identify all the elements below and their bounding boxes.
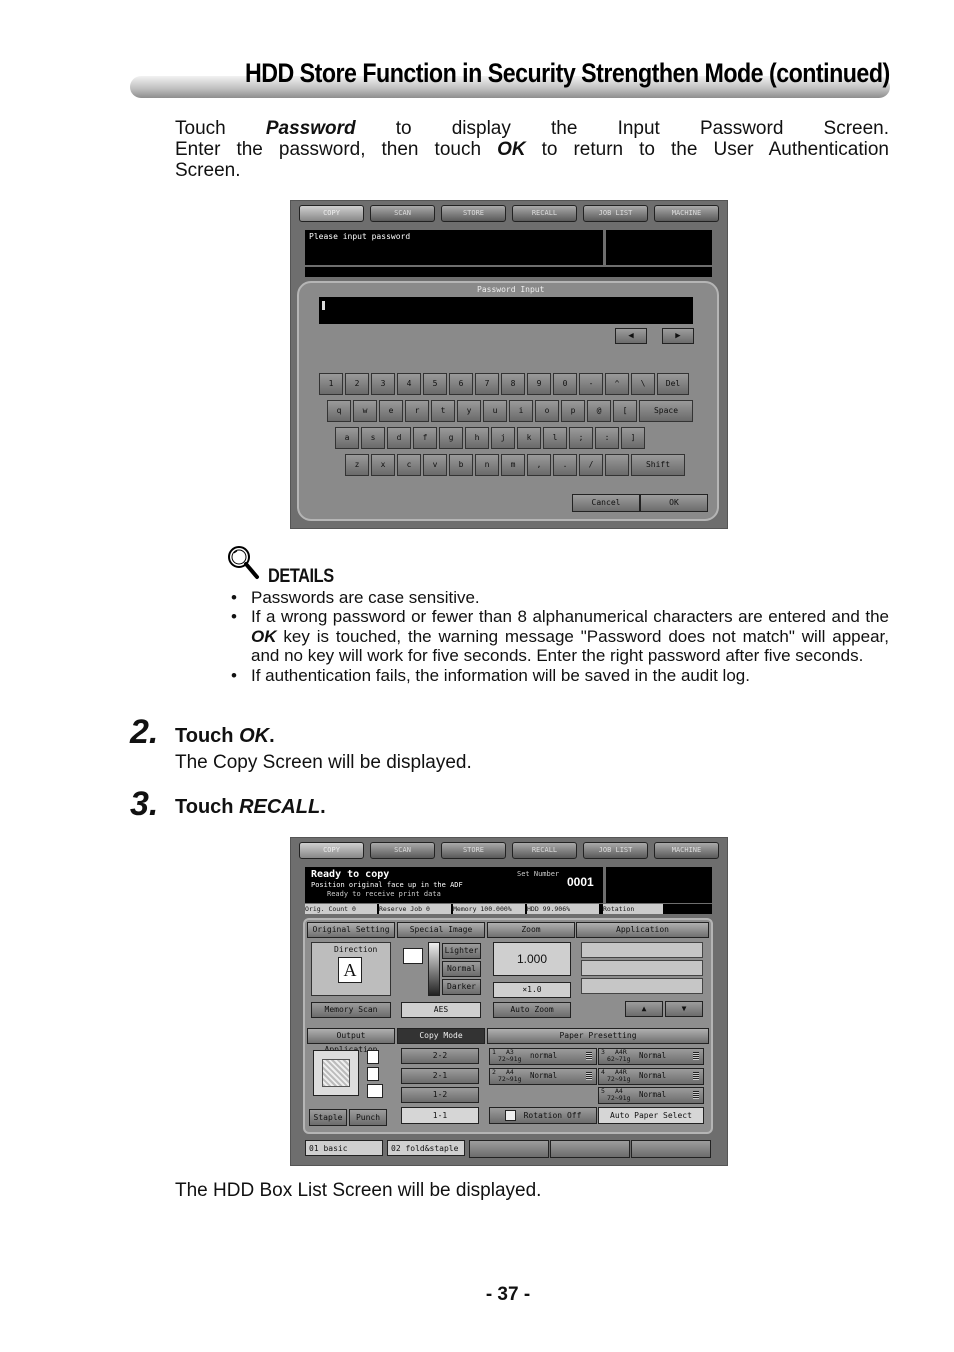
direction-glyph: A — [338, 957, 362, 983]
zoom-x1-button[interactable]: ×1.0 — [493, 982, 571, 998]
cancel-button[interactable]: Cancel — [572, 494, 640, 512]
key-;[interactable]: ; — [569, 427, 593, 449]
booklet-icon — [367, 1084, 383, 1098]
program-slot-5[interactable] — [631, 1140, 711, 1158]
key-space[interactable]: Space — [639, 400, 693, 422]
tray-size: A4R — [615, 1068, 627, 1076]
tray-level-icon — [693, 1072, 699, 1080]
tray-level-icon — [693, 1052, 699, 1060]
key-][interactable]: ] — [621, 427, 645, 449]
key-:[interactable]: : — [595, 427, 619, 449]
copy-main-panel — [303, 918, 713, 1134]
tray-paper-type: Normal — [639, 1051, 667, 1060]
orig-count: Orig. Count 0 — [305, 904, 377, 914]
key-3[interactable]: 3 — [371, 373, 395, 395]
key-1[interactable]: 1 — [319, 373, 343, 395]
rotation-icon — [505, 1110, 516, 1121]
tray-number: 5 — [601, 1087, 605, 1095]
details-list — [231, 588, 889, 685]
scroll-up-button[interactable]: ▲ — [625, 1001, 663, 1017]
page-number: - 37 - — [485, 1284, 531, 1305]
key-a[interactable]: a — [335, 427, 359, 449]
key-2[interactable]: 2 — [345, 373, 369, 395]
key-i[interactable]: i — [509, 400, 533, 422]
lighter-button[interactable]: Lighter — [442, 943, 481, 959]
paper-presetting-header[interactable]: Paper Presetting — [487, 1028, 709, 1044]
panel-title: Password Input — [477, 285, 545, 294]
key-h[interactable]: h — [465, 427, 489, 449]
density-scale[interactable] — [428, 942, 440, 996]
application-slot-2[interactable] — [581, 960, 703, 976]
tray-size: A4R — [615, 1048, 627, 1056]
tab-recall[interactable]: RECALL — [512, 842, 577, 859]
tab-scan[interactable]: SCAN — [370, 842, 435, 859]
rotation-status: Rotation — [603, 904, 663, 914]
password-field[interactable] — [319, 297, 693, 324]
magnifier-icon — [224, 543, 264, 583]
step-2-description: The Copy Screen will be displayed. — [175, 752, 472, 773]
tray-paper-type: Normal — [639, 1090, 667, 1099]
key-del[interactable]: Del — [657, 373, 689, 395]
password-screen-screenshot — [290, 200, 728, 529]
direction-box[interactable] — [311, 942, 391, 996]
message-side-area — [606, 230, 712, 265]
application-button[interactable]: Application — [576, 922, 709, 938]
tab-machine[interactable]: MACHINE — [654, 842, 719, 859]
password-input-panel — [297, 281, 719, 521]
key-8[interactable]: 8 — [501, 373, 525, 395]
counter-strip — [305, 904, 712, 914]
details-bullet-1: • Passwords are case sensitive. — [231, 588, 889, 607]
copy-mode-header: Copy Mode — [397, 1028, 485, 1044]
tab-recall[interactable]: RECALL — [512, 205, 577, 222]
step-3-number: 3. — [130, 785, 159, 823]
key-q[interactable]: q — [327, 400, 351, 422]
paper-tray-4[interactable] — [598, 1068, 704, 1085]
tab-copy[interactable]: COPY — [299, 205, 364, 222]
program-slot-3[interactable] — [469, 1140, 549, 1158]
tab-scan[interactable]: SCAN — [370, 205, 435, 222]
staple-button[interactable]: Staple — [309, 1109, 347, 1126]
key-g[interactable]: g — [439, 427, 463, 449]
key-k[interactable]: k — [517, 427, 541, 449]
key-0[interactable]: 0 — [553, 373, 577, 395]
tray-number: 3 — [601, 1048, 605, 1056]
key-^[interactable]: ^ — [605, 373, 629, 395]
application-slot-3[interactable] — [581, 978, 703, 994]
step-3-heading: Touch RECALL. — [175, 796, 326, 818]
key-p[interactable]: p — [561, 400, 585, 422]
key-.[interactable]: . — [553, 454, 577, 476]
details-title: DETAILS — [268, 566, 334, 587]
tray-paper-type: Normal — [639, 1071, 667, 1080]
copy-status-side — [606, 867, 712, 903]
output-preview — [313, 1050, 359, 1096]
paper-tray-5[interactable] — [598, 1087, 704, 1104]
tray-number: 4 — [601, 1068, 605, 1076]
tray-paper-type: Normal — [530, 1071, 558, 1080]
application-slot-1[interactable] — [581, 942, 703, 958]
program-slot-4[interactable] — [550, 1140, 630, 1158]
key-\[interactable]: \ — [631, 373, 655, 395]
cursor-left-button[interactable]: ◀ — [615, 328, 647, 344]
tray-weight: 62~71g — [607, 1055, 631, 1063]
rotation-off-button[interactable] — [489, 1107, 597, 1124]
tray-level-icon — [586, 1072, 592, 1080]
key-r[interactable]: r — [405, 400, 429, 422]
zoom-display: 1.000 — [493, 942, 571, 976]
key-j[interactable]: j — [491, 427, 515, 449]
tray-level-icon — [586, 1052, 592, 1060]
message-text: Please input password — [309, 232, 411, 241]
auto-zoom-button[interactable]: Auto Zoom — [493, 1002, 571, 1018]
tab-store[interactable]: STORE — [441, 842, 506, 859]
text-cursor — [322, 301, 325, 310]
key-[[interactable]: [ — [613, 400, 637, 422]
set-number-value: 0001 — [567, 875, 594, 889]
set-number-label: Set Number — [517, 870, 560, 878]
copy-screen-screenshot — [290, 837, 728, 1166]
key-6[interactable]: 6 — [449, 373, 473, 395]
key-f[interactable]: f — [413, 427, 437, 449]
cursor-right-button[interactable]: ▶ — [662, 328, 694, 344]
key-4[interactable]: 4 — [397, 373, 421, 395]
message-area — [305, 230, 603, 265]
tray-number: 2 — [492, 1068, 496, 1076]
darker-button[interactable]: Darker — [442, 979, 481, 995]
density-icon — [403, 948, 423, 964]
tray-weight: 72~91g — [607, 1075, 631, 1083]
tray-size: A4 — [615, 1087, 623, 1095]
key-9[interactable]: 9 — [527, 373, 551, 395]
punch-button[interactable]: Punch — [349, 1109, 387, 1126]
key-m[interactable]: m — [501, 454, 525, 476]
zoom-button[interactable]: Zoom — [487, 922, 575, 938]
copy-mode-2-1[interactable]: 2-1 — [401, 1068, 479, 1084]
key-,[interactable]: , — [527, 454, 551, 476]
paper-tray-3[interactable] — [598, 1048, 704, 1065]
reserve-job: Reserve Job 0 — [379, 904, 451, 914]
copy-mode-1-2[interactable]: 1-2 — [401, 1087, 479, 1103]
tray-weight: 72~91g — [498, 1055, 522, 1063]
hdd-usage: HDD 99.906% — [527, 904, 599, 914]
key-o[interactable]: o — [535, 400, 559, 422]
status-position: Position original face up in the ADF — [311, 881, 463, 889]
key-y[interactable]: y — [457, 400, 481, 422]
copy-mode-2-2[interactable]: 2-2 — [401, 1048, 479, 1064]
tray-size: A3 — [506, 1048, 514, 1056]
auto-paper-select-button[interactable]: Auto Paper Select — [598, 1107, 704, 1124]
tray-weight: 72~91g — [607, 1094, 631, 1102]
memory-scan-button[interactable]: Memory Scan — [311, 1002, 391, 1018]
key-d[interactable]: d — [387, 427, 411, 449]
key-u[interactable]: u — [483, 400, 507, 422]
paper-tray-1[interactable] — [489, 1048, 597, 1065]
key-n[interactable]: n — [475, 454, 499, 476]
status-strip — [305, 267, 712, 277]
key-c[interactable]: c — [397, 454, 421, 476]
tab-machine[interactable]: MACHINE — [654, 205, 719, 222]
key-7[interactable]: 7 — [475, 373, 499, 395]
aes-button[interactable]: AES — [401, 1002, 481, 1018]
staple-icon — [367, 1050, 379, 1064]
special-image-button[interactable]: Special Image — [397, 922, 485, 938]
sorted-pages-icon — [322, 1059, 350, 1087]
normal-button[interactable]: Normal — [442, 961, 481, 977]
key-5[interactable]: 5 — [423, 373, 447, 395]
key-v[interactable]: v — [423, 454, 447, 476]
fold-icon — [367, 1067, 379, 1081]
program-01-basic[interactable]: 01 basic — [305, 1140, 383, 1156]
step-2-number: 2. — [130, 713, 159, 751]
status-print: Ready to receive print data — [327, 890, 441, 898]
key-/[interactable]: / — [579, 454, 603, 476]
output-application-button[interactable]: Output — [307, 1028, 395, 1044]
key-z[interactable]: z — [345, 454, 369, 476]
direction-label: Direction — [334, 945, 378, 954]
step-2-heading: Touch OK. — [175, 725, 275, 747]
page-title: HDD Store Function in Security Strengthen Mode (continued) — [245, 58, 890, 88]
copy-status-area — [305, 867, 603, 903]
tray-size: A4 — [506, 1068, 514, 1076]
rotation-off-label: Rotation Off — [523, 1111, 582, 1120]
tray-weight: 72~91g — [498, 1075, 522, 1083]
details-bullet-2: • If a wrong password or fewer than 8 alphanumerical characters are entered and the OK key is touched, the warning message "Password does not match" will appear, and no key will work for five seconds. Enter the right password after five seconds. — [231, 607, 889, 665]
key-x[interactable]: x — [371, 454, 395, 476]
key-s[interactable]: s — [361, 427, 385, 449]
outro-text: The HDD Box List Screen will be displayed. — [175, 1180, 542, 1201]
scroll-down-button[interactable]: ▼ — [665, 1001, 703, 1017]
program-02-fold-staple[interactable]: 02 fold&staple — [387, 1140, 465, 1156]
key-t[interactable]: t — [431, 400, 455, 422]
key--[interactable]: - — [579, 373, 603, 395]
original-setting-button[interactable]: Original Setting — [307, 922, 395, 938]
key-shift[interactable]: Shift — [631, 454, 685, 476]
tab-job-list[interactable]: JOB LIST — [583, 842, 648, 859]
key-l[interactable]: l — [543, 427, 567, 449]
intro-text: Touch Password to display the Input Password Screen. Enter the password, then touch OK to return to the User Authentication Screen. — [175, 118, 889, 181]
details-bullet-3: • If authentication fails, the information will be saved in the audit log. — [231, 666, 889, 685]
tray-number: 1 — [492, 1048, 496, 1056]
copy-mode-1-1[interactable]: 1-1 — [401, 1107, 479, 1124]
key-b[interactable]: b — [449, 454, 473, 476]
tray-paper-type: normal — [530, 1051, 558, 1060]
paper-tray-2[interactable] — [489, 1068, 597, 1085]
status-ready: Ready to copy — [311, 869, 390, 880]
tray-level-icon — [693, 1091, 699, 1099]
key-blank[interactable] — [605, 454, 629, 476]
ok-button[interactable]: OK — [640, 494, 708, 512]
tab-job-list[interactable]: JOB LIST — [583, 205, 648, 222]
memory-usage: Memory 100.000% — [453, 904, 525, 914]
tab-store[interactable]: STORE — [441, 205, 506, 222]
tab-copy[interactable]: COPY — [299, 842, 364, 859]
key-@[interactable]: @ — [587, 400, 611, 422]
key-e[interactable]: e — [379, 400, 403, 422]
key-w[interactable]: w — [353, 400, 377, 422]
